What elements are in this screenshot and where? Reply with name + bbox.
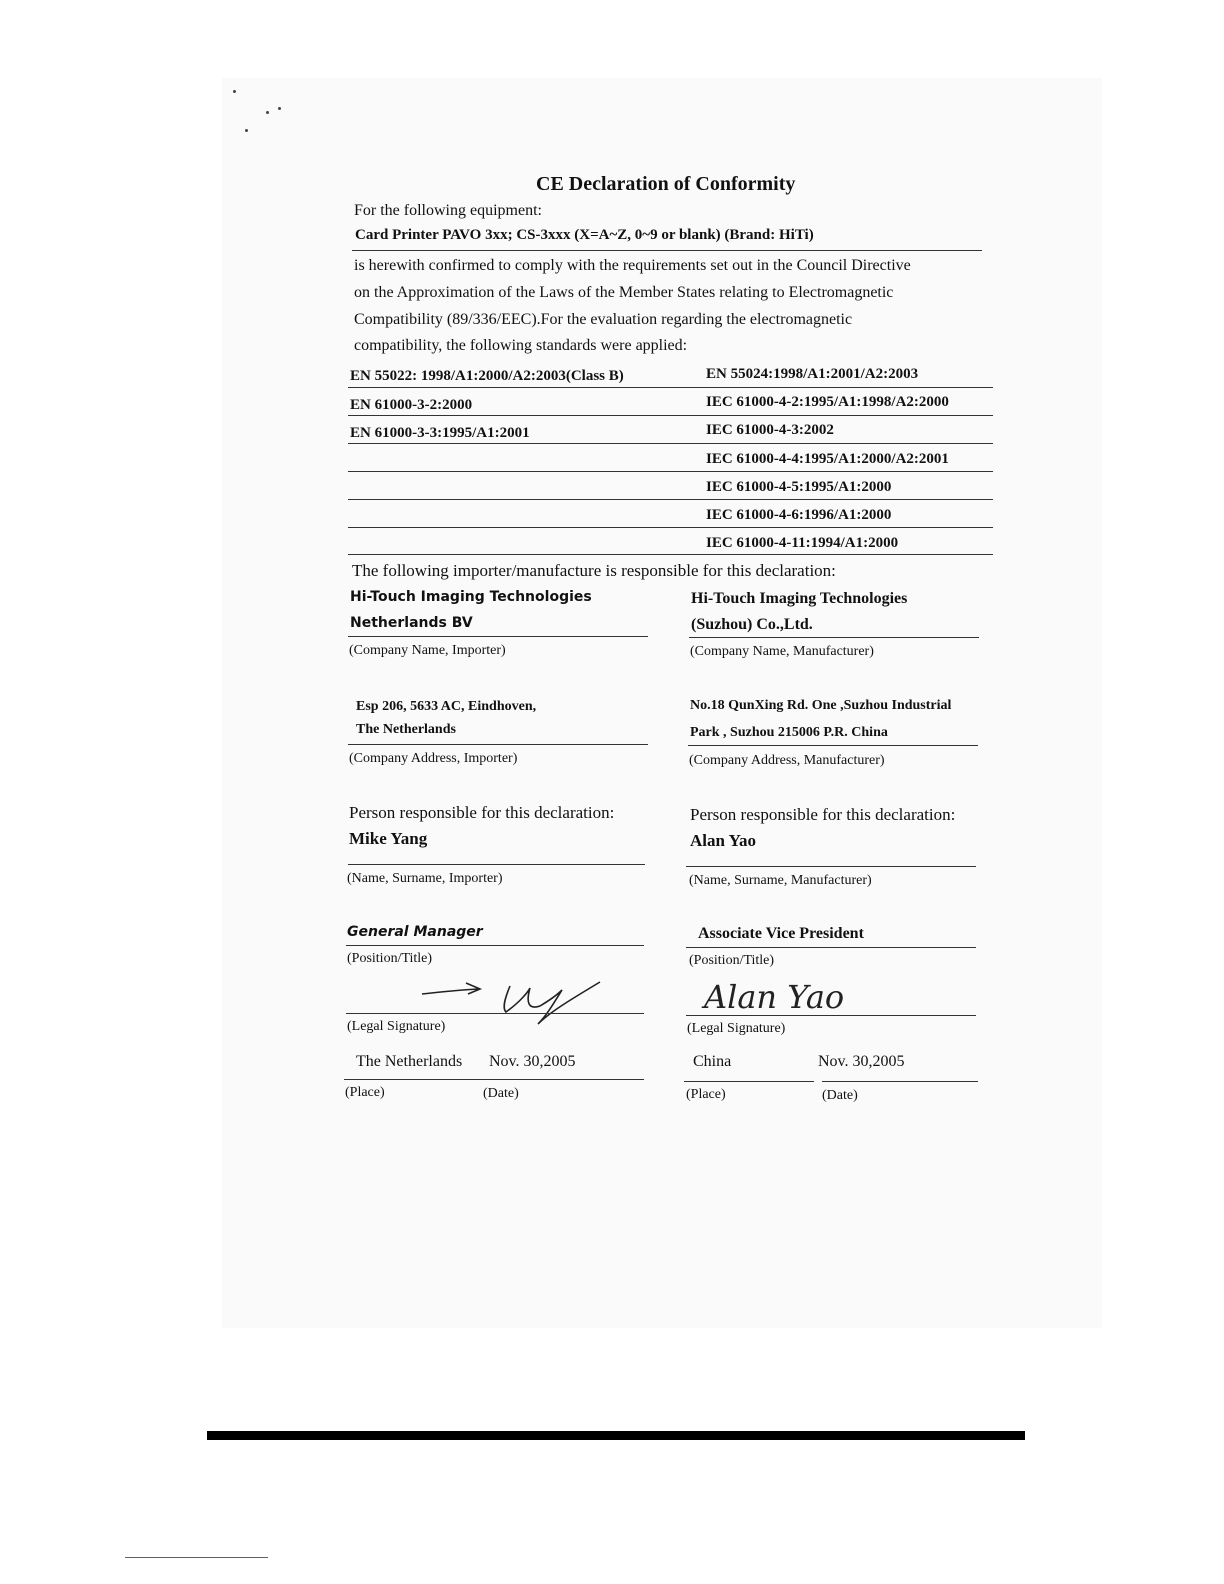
- standard-left: EN 61000-3-2:2000: [350, 397, 473, 413]
- importer-address-line2: The Netherlands: [356, 722, 456, 737]
- page-footer-rule: [207, 1431, 1025, 1440]
- importer-name-line1: Hi-Touch Imaging Technologies: [350, 589, 592, 605]
- manufacturer-name-caption: (Company Name, Manufacturer): [690, 644, 874, 659]
- importer-name-underline: [348, 636, 648, 637]
- standards-row-rule: [348, 387, 993, 388]
- standard-right: EN 55024:1998/A1:2001/A2:2003: [706, 366, 919, 382]
- manufacturer-person-label: Person responsible for this declaration:: [690, 805, 956, 824]
- importer-name-line2: Netherlands BV: [350, 615, 473, 631]
- importer-person-caption: (Name, Surname, Importer): [347, 871, 503, 886]
- manufacturer-place: China: [693, 1053, 732, 1070]
- manufacturer-address-underline: [688, 745, 978, 746]
- manufacturer-signature: [700, 972, 860, 1016]
- standard-right: IEC 61000-4-2:1995/A1:1998/A2:2000: [706, 394, 949, 410]
- importer-date: Nov. 30,2005: [489, 1053, 576, 1070]
- importer-position-underline: [346, 945, 644, 946]
- standards-row-rule: [348, 527, 993, 528]
- standards-row-rule: [348, 443, 993, 444]
- importer-address-underline: [348, 744, 648, 745]
- manufacturer-place-caption: (Place): [686, 1087, 726, 1102]
- manufacturer-address-line1: No.18 QunXing Rd. One ,Suzhou Industrial: [690, 698, 952, 713]
- document-title: CE Declaration of Conformity: [536, 173, 796, 195]
- manufacturer-address-line2: Park , Suzhou 215006 P.R. China: [690, 725, 888, 740]
- importer-person-name: Mike Yang: [349, 829, 428, 848]
- manufacturer-person-name: Alan Yao: [690, 831, 756, 850]
- standard-left: EN 61000-3-3:1995/A1:2001: [350, 425, 530, 441]
- standards-row-rule: [348, 415, 993, 416]
- importer-person-underline: [348, 864, 645, 865]
- manufacturer-signature-caption: (Legal Signature): [687, 1021, 786, 1036]
- standards-row-rule: [348, 471, 993, 472]
- equipment-name: Card Printer PAVO 3xx; CS-3xxx (X=A~Z, 0~9 or blank) (Brand: HiTi): [355, 227, 814, 243]
- scan-speck: [245, 129, 248, 132]
- body-line: Compatibility (89/336/EEC).For the evaluation regarding the electromagnetic: [354, 311, 853, 328]
- manufacturer-date-caption: (Date): [822, 1088, 858, 1103]
- standard-right: IEC 61000-4-5:1995/A1:2000: [706, 479, 892, 495]
- standards-row-rule: [348, 554, 993, 555]
- importer-position: General Manager: [347, 924, 483, 940]
- manufacturer-place-underline: [684, 1081, 814, 1082]
- responsible-intro: The following importer/manufacture is responsible for this declaration:: [352, 561, 836, 580]
- importer-name-caption: (Company Name, Importer): [349, 643, 506, 658]
- body-line: compatibility, the following standards were applied:: [354, 337, 688, 354]
- manufacturer-signature-underline: [686, 1015, 976, 1016]
- importer-place-caption: (Place): [345, 1085, 385, 1100]
- importer-signature-underline: [346, 1013, 644, 1014]
- manufacturer-person-underline: [686, 866, 976, 867]
- importer-signature-caption: (Legal Signature): [347, 1019, 446, 1034]
- manufacturer-address-caption: (Company Address, Manufacturer): [689, 753, 885, 768]
- importer-date-caption: (Date): [483, 1086, 519, 1101]
- standards-row-rule: [348, 499, 993, 500]
- body-line: on the Approximation of the Laws of the Member States relating to Electromagnetic: [354, 284, 894, 301]
- importer-address-caption: (Company Address, Importer): [349, 751, 518, 766]
- manufacturer-person-caption: (Name, Surname, Manufacturer): [689, 873, 872, 888]
- importer-place: The Netherlands: [356, 1053, 463, 1070]
- importer-position-caption: (Position/Title): [347, 951, 433, 966]
- importer-place-date-underline: [344, 1079, 644, 1080]
- manufacturer-date: Nov. 30,2005: [818, 1053, 905, 1070]
- standard-right: IEC 61000-4-3:2002: [706, 422, 834, 438]
- equipment-intro: For the following equipment:: [354, 202, 542, 219]
- body-line: is herewith confirmed to comply with the requirements set out in the Council Directive: [354, 257, 911, 274]
- manufacturer-name-line1: Hi-Touch Imaging Technologies: [691, 590, 908, 607]
- importer-person-label: Person responsible for this declaration:: [349, 803, 615, 822]
- manufacturer-name-underline: [689, 637, 979, 638]
- equipment-underline: [352, 250, 982, 251]
- manufacturer-date-underline: [822, 1081, 978, 1082]
- standard-right: IEC 61000-4-4:1995/A1:2000/A2:2001: [706, 451, 949, 467]
- standard-left: EN 55022: 1998/A1:2000/A2:2003(Class B): [350, 368, 624, 384]
- manufacturer-position: Associate Vice President: [698, 925, 864, 942]
- manufacturer-signature-text: Alan Yao: [704, 978, 845, 1016]
- manufacturer-position-caption: (Position/Title): [689, 953, 775, 968]
- scan-speck: [278, 107, 281, 110]
- manufacturer-position-underline: [686, 947, 976, 948]
- standard-right: IEC 61000-4-11:1994/A1:2000: [706, 535, 899, 551]
- importer-address-line1: Esp 206, 5633 AC, Eindhoven,: [356, 699, 537, 714]
- scan-speck: [266, 111, 269, 114]
- scan-speck: [233, 90, 236, 93]
- standard-right: IEC 61000-4-6:1996/A1:2000: [706, 507, 892, 523]
- manufacturer-name-line2: (Suzhou) Co.,Ltd.: [691, 616, 813, 633]
- footnote-separator: [125, 1557, 268, 1558]
